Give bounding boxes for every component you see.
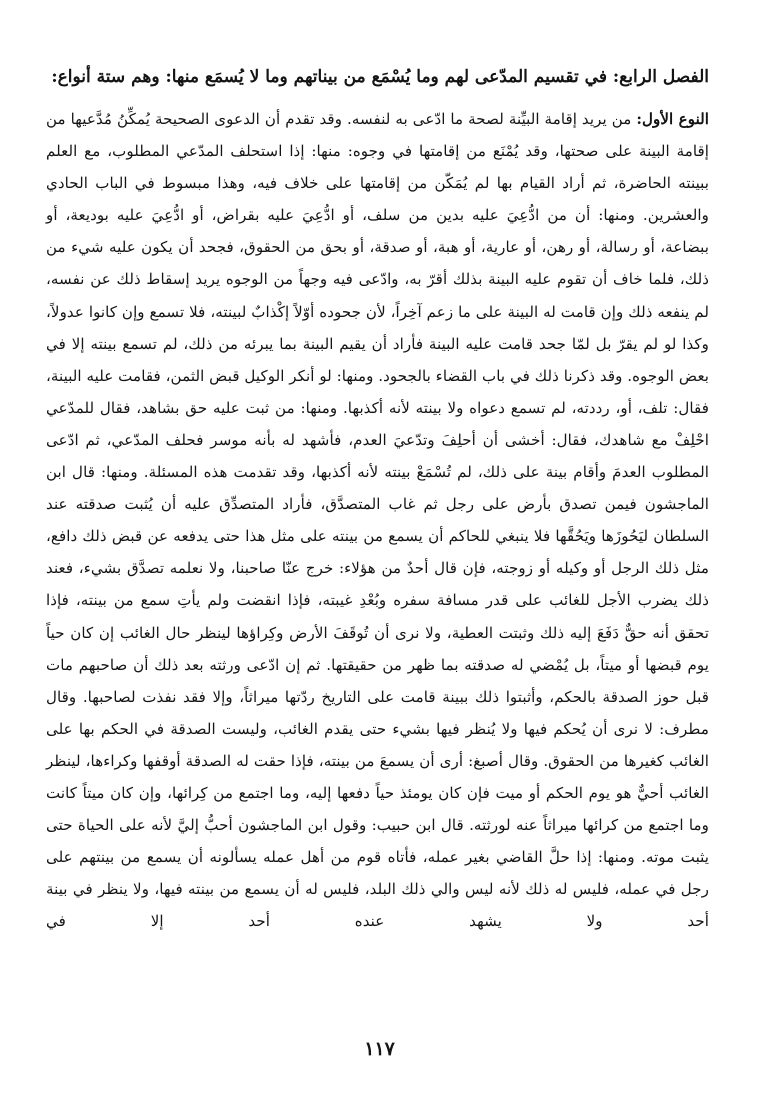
- section-paragraph: [46, 103, 709, 937]
- page-number: ١١٧: [364, 1038, 395, 1060]
- chapter-heading: [46, 60, 709, 95]
- section-label: النوع الأول:: [636, 110, 710, 128]
- chapter-title: في تقسيم المدّعى لهم وما يُسْمَع من بيناتهم وما لا يُسمَع منها: وهم ستة أنواع:: [51, 67, 607, 87]
- section-body: من يريد إقامة البيِّنة لصحة ما ادّعى به لنفسه. وقد تقدم أن الدعوى الصحيحة يُمكِّنُ مُدَّعيها من إقامة البينة على صحتها، وقد يُمْنَع من إقامتها في وجوه: منها: إذا استحلف المدّعي المطلوب، مع العلم ببينته الحاضرة، ثم أراد القيام بها لم يُمَكّن من إقامتها على خلاف فيه، وهذا مبسوط في الباب الحادي والعشرين. ومنها: أن من ادُّعِيَ عليه بدين من سلف، أو ادُّعِيَ عليه بقراض، أو ادُّعِيَ عليه بوديعة، أو ببضاعة، أو رسالة، أو رهن، أو عارية، أو هبة، أو صدقة، أو بحق من الحقوق، فجحد أن يكون عليه شيء من ذلك، فلما خاف أن تقوم عليه البينة بذلك أقرّ به، وادّعى فيه وجهاً من الوجوه يريد إسقاط ذلك عن نفسه، لم ينفعه ذلك وإن قامت له البينة على ما زعم آخِراً، لأن جحوده أوّلاً إكْذابٌ لبينته، فلا تسمع وإن كانوا عدولاً، وكذا لو لم يقرّ بل لمّا جحد قامت عليه البينة فأراد أن يقيم البينة بما يبرئه من ذلك، لم تسمع بينته إلا في بعض الوجوه. وقد ذكرنا ذلك في باب القضاء بالجحود. ومنها: لو أنكر الوكيل قبض الثمن، فقامت عليه البينة، فقال: تلف، أو، رددته، لم تسمع دعواه ولا بينته لأنه أكذبها. ومنها: من ثبت عليه حق بشاهد، فقال للمدّعي احْلِفْ مع شاهدك، فقال: أخشى أن أحلِفَ وتدّعيَ العدم، فأشهد له بأنه موسر فحلف المدّعي، ثم ادّعى المطلوب العدمَ وأقام بينة على ذلك، لم تُسْمَعْ بينته لأنه أكذبها، وقد تقدمت هذه المسئلة. ومنها: قال ابن الماجشون فيمن تصدق بأرض على رجل ثم غاب المتصدَّق، فأراد المتصدِّق عليه أن يُثبت صدقته عند السلطان ليَحُوزَها ويَحُقَّها فلا ينبغي للحاكم أن يسمع من بينته على مثل هذا حتى يدفعه عن قبض ذلك دافع، مثل ذلك الرجل أو وكيله أو زوجته، فإن قال أحدٌ من هؤلاء: خرج عنّا صاحبنا، ولا نعلمه تصدَّق بشيء، فعند ذلك يضرب الأجل للغائب على قدر مسافة سفره وبُعْدِ غيبته، فإذا انقضت ولم يأتِ سمع من بينته، فإذا تحقق أنه حقٌّ دَفَعَ إليه ذلك وثبتت العطية، ولا نرى أن تُوقَفَ الأرض وكِراؤها لينظر حال الغائب إن كان حياً يوم قبضها أو ميتاً، بل يُمْضي له صدقته بما ظهر من حقيقتها. ثم إن ادّعى ورثته بعد ذلك أن صاحبهم مات قبل حوز الصدقة بالحكم، وأثبتوا ذلك ببينة قامت على التاريخ ردّتها ميراثاً، وإلا فقد نفذت لصاحبها. وقال مطرف: لا نرى أن يُحكم فيها ولا يُنظر فيها بشيء حتى يقدم الغائب، وليست الصدقة في الحكم بها على الغائب كغيرها من الحقوق. وقال أصبغ: أرى أن يسمعَ من بينته، فإذا حقت له الصدقة أوقفها وكراءها، لينظر الغائب أحيٌّ هو يوم الحكم أو ميت فإن كان يومئذ حياً دفعها إليه، وما اجتمع من كِرائها، وإن كان ميتاً كانت وما اجتمع من كرائها ميراثاً عنه لورثته. قال ابن حبيب: وقول ابن الماجشون أحبُّ إليَّ لأنه على الحياة حتى يثبت موته. ومنها: إذا حلَّ القاضي بغير عمله، فأتاه قوم من أهل عمله يسألونه أن يسمع من بينتهم على رجل في عمله، فليس له ذلك لأنه ليس والي ذلك البلد، فليس له أن يسمع من بينته فيها، ولا ينظر في بينة أحد ولا يشهد عنده أحد إلا في: [46, 110, 709, 931]
- chapter-label: الفصل الرابع:: [612, 67, 709, 87]
